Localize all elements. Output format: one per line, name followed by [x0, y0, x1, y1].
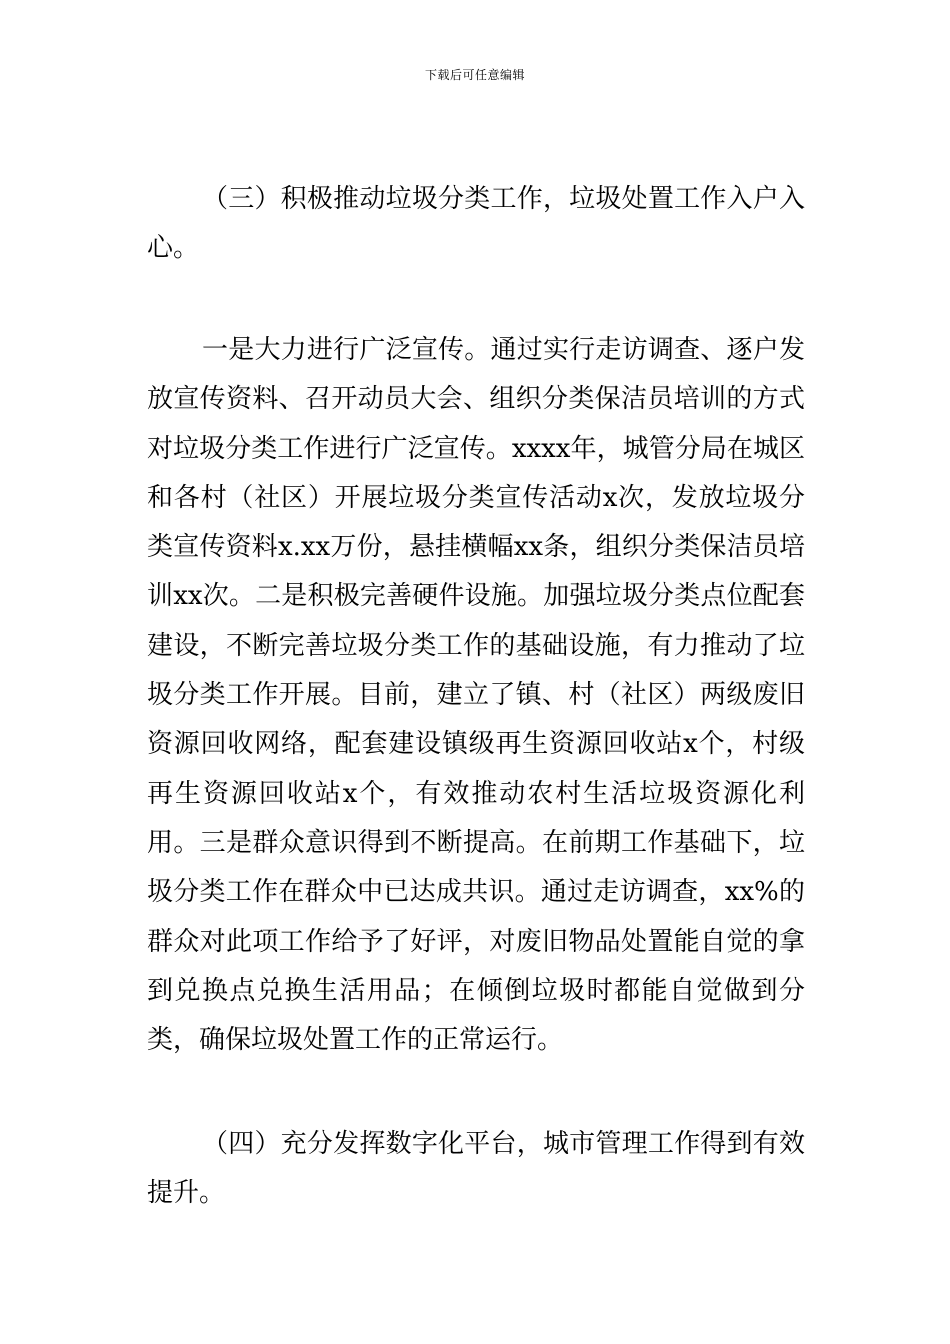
page-header-note: 下载后可任意编辑	[424, 68, 525, 82]
body-paragraph: 一是大力进行广泛宣传。通过实行走访调查、逐户发放宣传资料、召开动员大会、组织分类保洁员培训的方式对垃圾分类工作进行广泛宣传。xxxx年，城管分局在城区和各村（社区）开展垃圾分类宣传活动x次，发放垃圾分类宣传资料x.xx万份，悬挂横幅xx条，组织分类保洁员培训xx次。二是积极完善硬件设施。加强垃圾分类点位配套建设，不断完善垃圾分类工作的基础设施，有力推动了垃圾分类工作开展。目前，建立了镇、村（社区）两级废旧资源回收网络，配套建设镇级再生资源回收站x个，村级再生资源回收站x个，有效推动农村生活垃圾资源化利用。三是群众意识得到不断提高。在前期工作基础下，垃圾分类工作在群众中已达成共识。通过走访调查，xx%的群众对此项工作给予了好评，对废旧物品处置能自觉的拿到兑换点兑换生活用品；在倾倒垃圾时都能自觉做到分类，确保垃圾处置工作的正常运行。	[147, 335, 805, 1056]
section-heading-4: （四）充分发挥数字化平台，城市管理工作得到有效提升。	[147, 1129, 805, 1209]
section-heading-3: （三）积极推动垃圾分类工作，垃圾处置工作入户入心。	[147, 184, 805, 264]
